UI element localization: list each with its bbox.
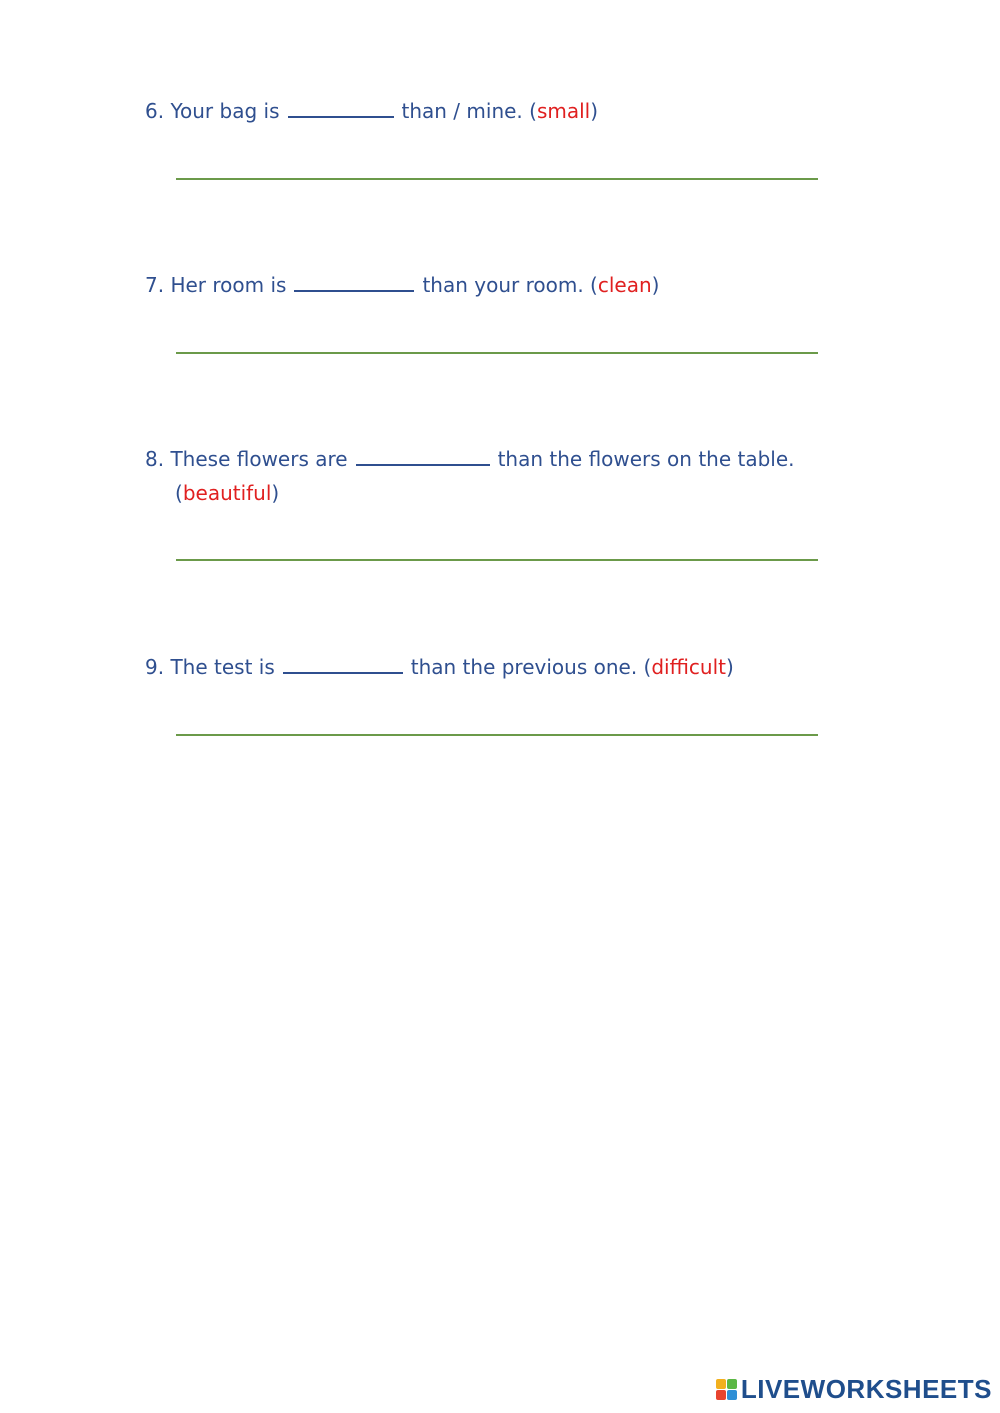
inline-blank: [356, 446, 490, 466]
hint-word: clean: [597, 273, 652, 297]
hint-close-paren: ): [726, 655, 734, 679]
liveworksheets-logo: [716, 1374, 992, 1405]
question-number: 8.: [145, 447, 165, 471]
hint-word: difficult: [651, 655, 727, 679]
hint-close-paren: ): [271, 481, 280, 505]
question-text-before: These flowers are: [170, 447, 348, 471]
question-text-before: Your bag is: [170, 99, 280, 123]
hint-word: small: [536, 99, 591, 123]
question-number: 6.: [145, 99, 165, 123]
hint-word: beautiful: [182, 481, 272, 505]
question-text-after: than your room. (: [422, 273, 598, 297]
answer-field-6[interactable]: [176, 178, 818, 180]
answer-field-8[interactable]: [176, 559, 818, 561]
question-number: 7.: [145, 273, 165, 297]
answer-field-7[interactable]: [176, 352, 818, 354]
question-8: [145, 442, 795, 476]
question-text-after: than / mine. (: [401, 99, 537, 123]
hint-close-paren: ): [651, 273, 660, 297]
question-7: [145, 268, 659, 302]
inline-blank: [283, 654, 403, 674]
answer-field-9[interactable]: [176, 734, 818, 736]
inline-blank: [288, 98, 394, 118]
hint-close-paren: ): [590, 99, 599, 123]
inline-blank: [294, 272, 414, 292]
question-text-after: than the previous one. (: [410, 655, 652, 679]
question-number: 9.: [145, 655, 165, 679]
question-6: [145, 94, 598, 128]
logo-blocks-icon: [716, 1379, 737, 1400]
question-text-before: Her room is: [170, 273, 287, 297]
question-9: [145, 650, 734, 684]
logo-text: LIVEWORKSHEETS: [740, 1374, 992, 1404]
question-text-before: The test is: [170, 655, 275, 679]
hint-open-paren: (: [175, 481, 183, 505]
question-8-continued: [175, 476, 279, 510]
question-text-after: than the flowers on the table.: [497, 447, 795, 471]
